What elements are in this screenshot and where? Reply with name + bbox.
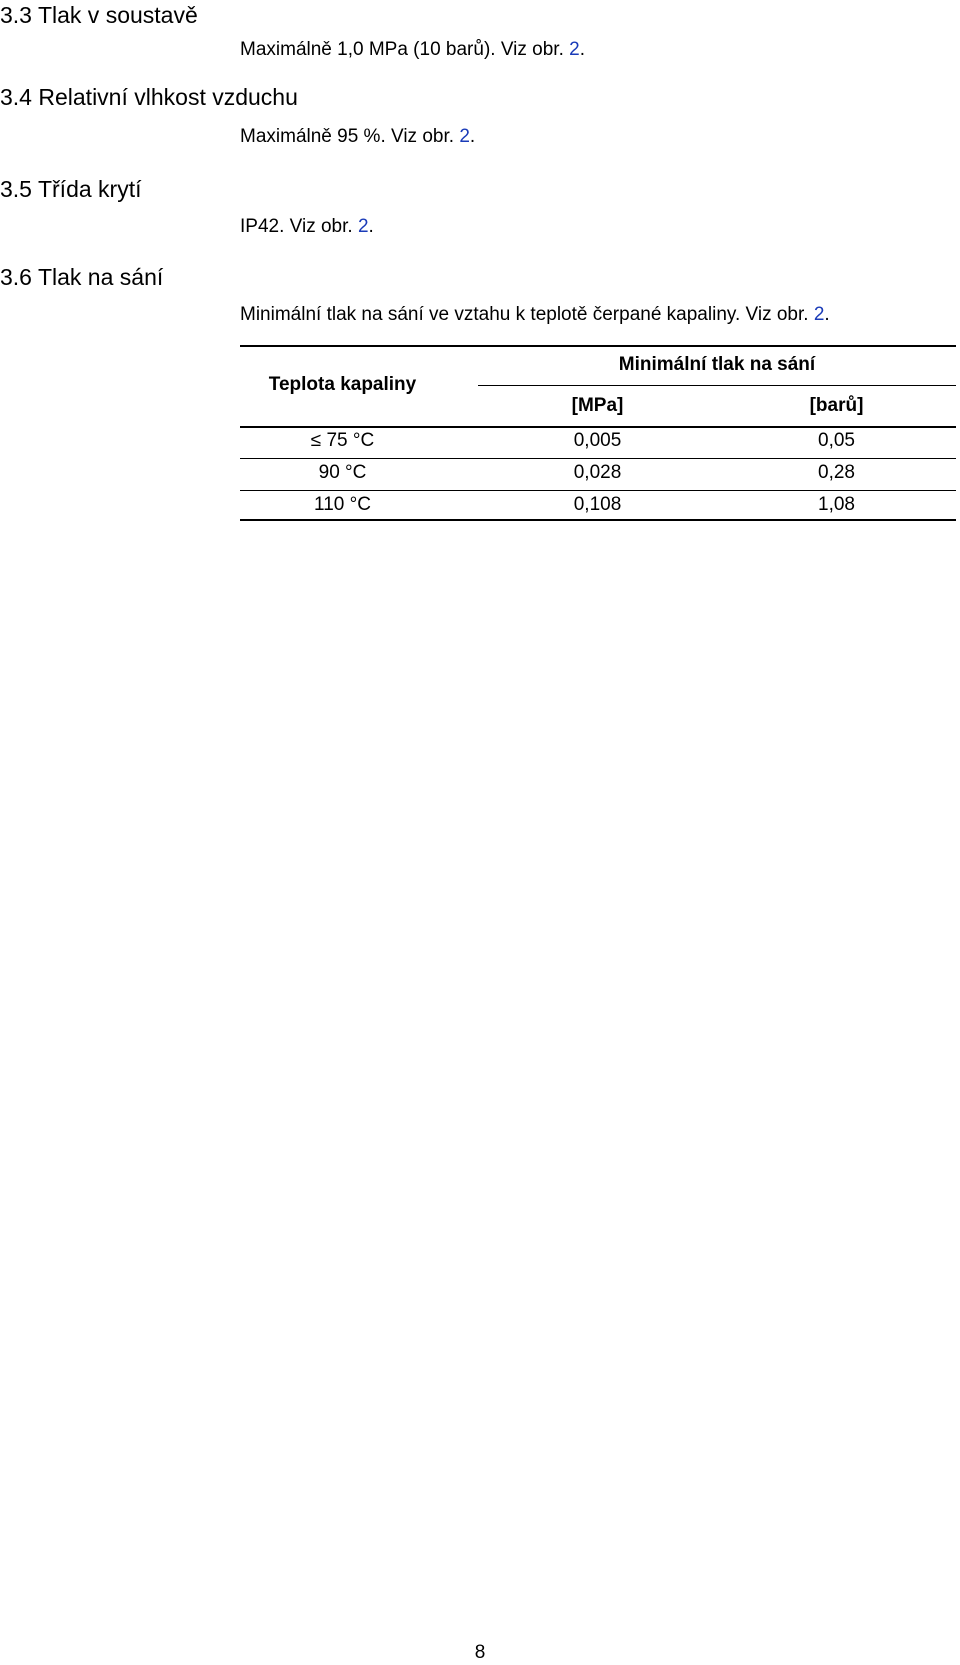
section-number: 3.3 [0,2,32,28]
paragraph-text: Maximálně 1,0 MPa (10 barů). Viz obr. [240,39,570,60]
section-number: 3.5 [0,176,32,202]
figure-ref-link[interactable]: 2 [459,126,470,147]
table-cell-mpa: 0,005 [573,430,622,451]
column-header-mpa: [MPa] [571,395,624,416]
figure-ref-link[interactable]: 2 [357,216,369,237]
section-number: 3.4 [0,84,32,110]
table-cell-temperature [240,431,445,450]
sentence-end: . [368,216,374,237]
section-title: Třída krytí [37,176,142,202]
column-header-temperature: Teplota kapaliny [268,374,417,395]
figure-ref-link[interactable]: 2 [813,304,825,325]
section-heading-3-3 [0,4,198,27]
table-cell-mpa: 0,028 [573,462,622,483]
table-row-rule [240,458,956,459]
paragraph-text: IP42. Viz obr. [240,216,358,237]
sentence-end: . [579,39,585,60]
section-title: Tlak na sání [37,264,164,290]
table-header-rule [240,426,956,428]
table-top-rule [240,345,956,347]
figure-ref-link[interactable]: 2 [569,39,580,60]
section-heading-3-6 [0,266,163,289]
section-number: 3.6 [0,264,32,290]
paragraph-text: Maximálně 95 %. Viz obr. [240,126,460,147]
sentence-end: . [824,304,830,325]
section-text-3-5 [240,217,374,236]
sentence-end: . [469,126,476,147]
section-text-3-4 [240,127,475,146]
section-title: Relativní vlhkost vzduchu [38,84,298,110]
table-cell-bar: 1,08 [818,494,855,515]
table-cell-bar: 0,05 [818,430,855,451]
table-row-rule [240,490,956,491]
paragraph-text: Minimální tlak na sání ve vztahu k teplotě čerpané kapaliny. Viz obr. [240,304,814,325]
table-cell-mpa: 0,108 [573,494,622,515]
section-text-3-6 [240,305,830,324]
column-header-bar: [barů] [809,395,864,416]
section-heading-3-5 [0,178,141,201]
table-group-rule [478,385,956,386]
table-cell-temperature: 110 °C [314,494,371,515]
table-cell-bar: 0,28 [818,462,855,483]
table-bottom-rule [240,519,956,521]
temperature-value: 75 °C [326,430,375,451]
section-title: Tlak v soustavě [37,2,198,28]
column-group-min-pressure: Minimální tlak na sání [618,354,816,375]
table-cell-temperature: 90 °C [318,462,367,483]
section-text-3-3 [240,40,585,59]
section-heading-3-4 [0,86,298,109]
page-number: 8 [474,1642,486,1663]
less-equal-symbol: ≤ [310,430,322,451]
